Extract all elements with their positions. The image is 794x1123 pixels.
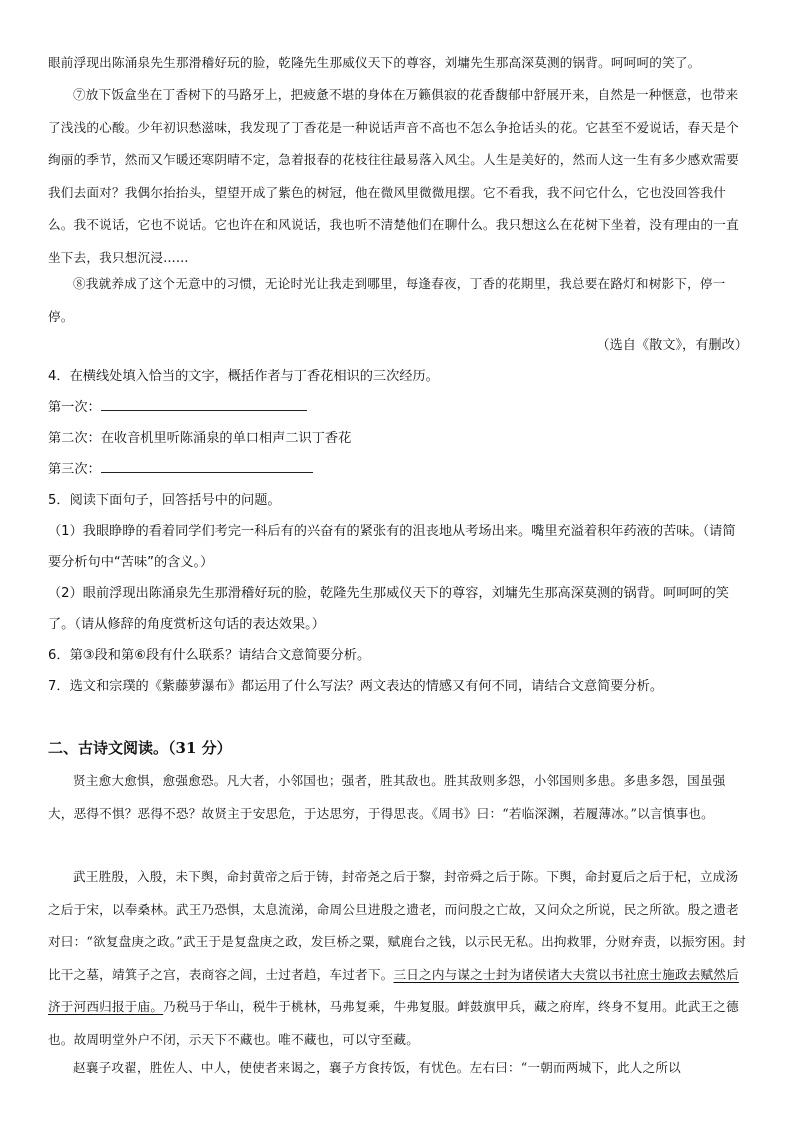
essay-paragraph-8: ⑧我就养成了这个无意中的习惯，无论时光让我走到哪里，每逢春夜，丁香的花期里，我总要在路灯和树影下，停一停。: [48, 276, 726, 324]
answer-blank-third[interactable]: [101, 458, 313, 473]
classical-paragraph-3: 赵襄子攻翟，胜佐人、中人，使使者来谒之，襄子方食抟饭，有忧色。左右曰：“一朝而两城下，此人之所以: [73, 1060, 681, 1075]
question-4-first-label: 第一次：: [48, 400, 101, 415]
question-5: 5．阅读下面句子，回答括号中的问题。: [48, 493, 281, 508]
question-4: 4．在横线处填入恰当的文字，概括作者与丁香花相识的三次经历。: [48, 369, 439, 384]
underlined-sentence: 三日之内与谋之士封为诸侯诸大夫赏以书社庶士施政去赋然后济于河西归报于庙。: [48, 966, 739, 1014]
classical-paragraph-2-part-b: 乃税马于华山，税牛于桃林，马弗复乘，牛弗复服。衅鼓旗甲兵，藏之府库，终身不复用。此武王之德也。故周明堂外户不闭，示天下不藏也。唯不藏也，可以守至藏。: [48, 999, 739, 1047]
question-6: 6．第③段和第⑥段有什么联系？请结合文意简要分析。: [48, 648, 371, 663]
section-2-heading: 二、古诗文阅读。（31 分）: [48, 739, 232, 757]
classical-paragraph-2-part-a: 武王胜殷，入殷，未下舆，命封黄帝之后于铸，封帝尧之后于黎，封帝舜之后于陈。下舆，命封夏后之后于杞，立成汤之后于宋，以奉桑林。武王乃恐惧，太息流涕，命周公旦进殷之遗老，而问殷之亡故，又问众之所说，民之所欲。殷之遗老对曰：“欲复盘庚之政。”武王于是复盘庚之政，发巨桥之粟，赋鹿台之钱，以示民无私。出拘救罪，分财弃责，以振穷困。封比干之墓，靖箕子之宫，表商容之闾，士过者趋，车过者下。: [48, 869, 746, 982]
classical-paragraph-2: [48, 861, 748, 1056]
question-4-second-line: 第二次：在收音机里听陈涌泉的单口相声二识丁香花: [48, 431, 352, 446]
question-7: 7．选文和宗璞的《紫藤萝瀑布》都运用了什么写法？两文表达的情感又有何不同，请结合文意简要分析。: [48, 679, 664, 694]
classical-paragraph-1: 贤主愈大愈惧，愈强愈恐。凡大者，小邻国也；强者，胜其敌也。胜其敌则多怨，小邻国则多患。多患多怨，国虽强大，恶得不惧？恶得不恐？故贤主于安思危，于达思穷，于得思丧。《周书》曰：“若临深渊，若履薄冰。”以言慎事也。: [48, 773, 726, 821]
question-4-first-line: [48, 393, 748, 424]
question-5-part-1: （1）我眼睁睁的看着同学们考完一科后有的兴奋有的紧张有的沮丧地从考场出来。嘴里充溢着积年药液的苦味。（请简要分析句中“苦味”的含义。）: [48, 524, 736, 570]
question-4-third-label: 第三次：: [48, 462, 101, 477]
question-5-part-2: （2）眼前浮现出陈涌泉先生那滑稽好玩的脸，乾隆先生那威仪天下的尊容，刘墉先生那高深莫测的锅背。呵呵呵的笑了。（请从修辞的角度赏析这句话的表达效果。）: [48, 586, 729, 632]
essay-paragraph-7: ⑦放下饭盒坐在丁香树下的马路牙上，把疲惫不堪的身体在万籁俱寂的花香馥郁中舒展开来，自然是一种惬意，也带来了浅浅的心酸。少年初识愁滋味，我发现了丁香花是一种说话声音不高也不怎么争抢话头的花。它甚至不爱说话，春天是个绚丽的季节，然而又乍暖还寒阴晴不定，急着报春的花枝往往最易落入风尘。人生是美好的，然而人这一生有多少感欢需要我们去面对？我偶尔抬抬头，望望开成了紫色的树冠，他在微风里微微甩摆。它不看我，我不问它什么，它也没回答我什么。我不说话，它也不说话。它也许在和风说话，我也听不清楚他们在聊什么。我只想这么在花树下坐着，没有理由的一直坐下去，我只想沉浸……: [48, 87, 739, 265]
question-4-third-line: [48, 455, 748, 486]
essay-source: （选自《散文》，有删改）: [596, 338, 748, 353]
essay-paragraph-continued: 眼前浮现出陈涌泉先生那滑稽好玩的脸，乾隆先生那威仪天下的尊容，刘墉先生那高深莫测的锅背。呵呵呵的笑了。: [48, 55, 701, 70]
answer-blank-first[interactable]: [101, 396, 307, 411]
